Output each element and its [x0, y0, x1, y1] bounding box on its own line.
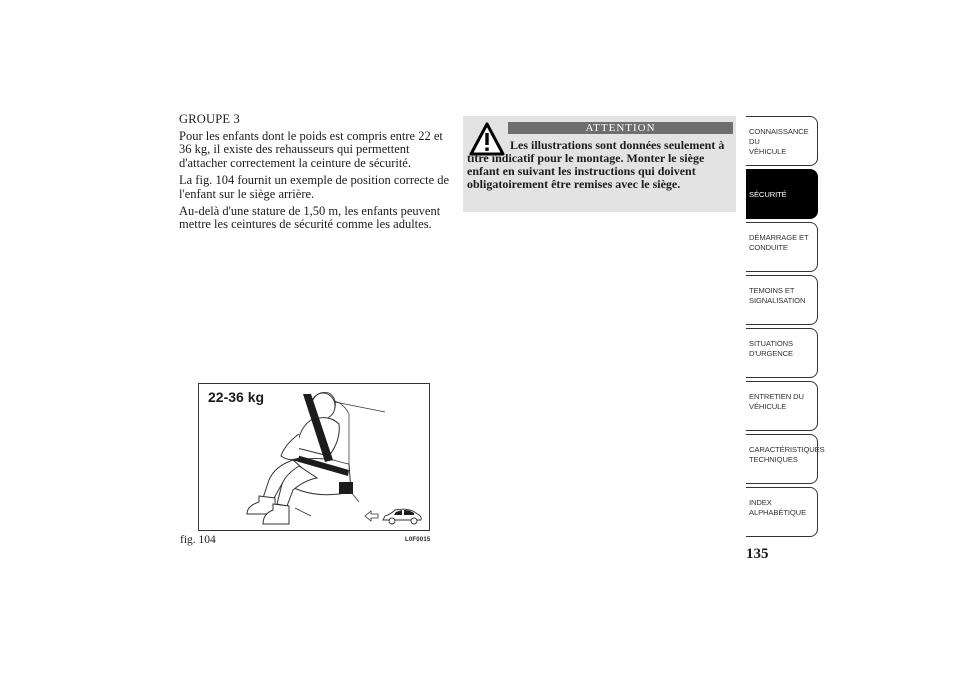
tab-situations-d-urgence[interactable]: SITUATIONS D'URGENCE: [746, 328, 818, 378]
tab-connaissance-du-vehicule[interactable]: CONNAISSANCE DU VÉHICULE: [746, 116, 818, 166]
car-icon: [381, 506, 423, 526]
tab-demarrage-et-conduite[interactable]: DÉMARRAGE ET CONDUITE: [746, 222, 818, 272]
arrow-left-icon: [364, 510, 380, 522]
paragraph-1: Pour les enfants dont le poids est compris entre 22 et 36 kg, il existe des rehausseurs qui permettent d'attacher correctement la ceinture de sécurité.: [179, 129, 443, 170]
tab-caracteristiques-techniques[interactable]: CARACTÉRISTIQUES TECHNIQUES: [746, 434, 818, 484]
tab-entretien-du-vehicule[interactable]: ENTRETIEN DU VÉHICULE: [746, 381, 818, 431]
left-column: [179, 112, 451, 236]
chapter-sidebar: [746, 116, 825, 540]
page-number: 135: [746, 546, 769, 562]
section-heading: GROUPE 3: [179, 112, 240, 126]
tab-temoins-et-signalisation[interactable]: TEMOINS ET SIGNALISATION: [746, 275, 818, 325]
figure-caption: fig. 104: [180, 534, 216, 546]
figure-104: [198, 383, 430, 531]
attention-title: ATTENTION: [508, 122, 733, 134]
weight-label: 22-36 kg: [208, 389, 265, 405]
paragraph-2: La fig. 104 fournit un exemple de position correcte de l'enfant sur le siège arrière.: [179, 173, 450, 201]
tab-index-alphabetique[interactable]: INDEX ALPHABÉTIQUE: [746, 487, 818, 537]
attention-text: Les illustrations sont données seulement à titre indicatif pour le montage. Monter le siège enfant en suivant les instructions qui doivent obligatoirement être remises avec le siège.: [467, 138, 725, 191]
tab-securite[interactable]: SÉCURITÉ: [746, 169, 818, 219]
figure-code: L0F0015: [405, 537, 431, 543]
attention-box: [463, 116, 736, 212]
paragraph-3: Au-delà d'une stature de 1,50 m, les enfants peuvent mettre les ceintures de sécurité comme les adultes.: [179, 204, 441, 232]
